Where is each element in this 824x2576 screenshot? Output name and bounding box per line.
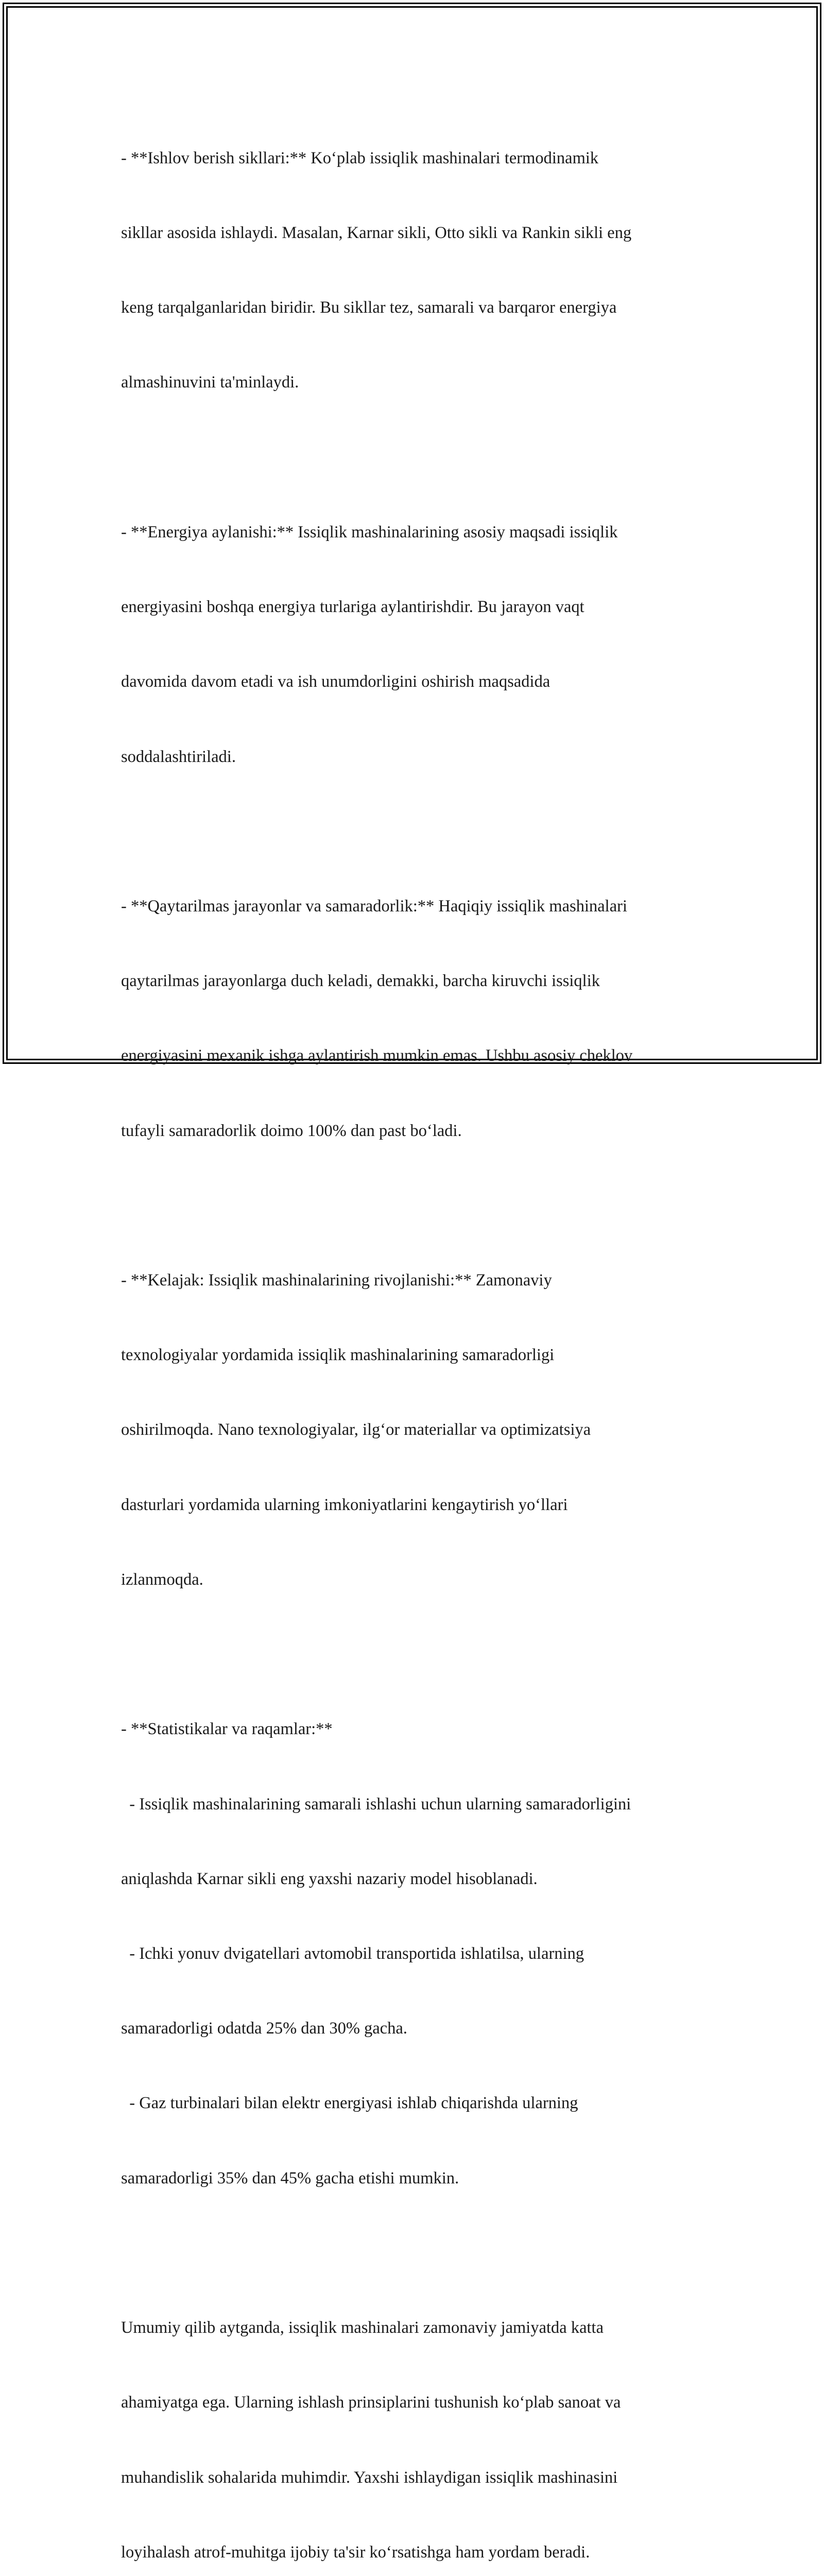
text-line: soddalashtiriladi.: [121, 747, 236, 766]
text-line: dasturlari yordamida ularning imkoniyatlarini kengaytirish yo‘llari: [121, 1495, 568, 1514]
text-line: davomida davom etadi va ish unumdorligini oshirish maqsadida: [121, 672, 551, 691]
text-line: oshirilmoqda. Nano texnologiyalar, ilg‘or materiallar va optimizatsiya: [121, 1420, 591, 1439]
text-line: samaradorligi 35% dan 45% gacha etishi mumkin.: [121, 2168, 459, 2188]
paragraph-cycles: [121, 96, 708, 445]
paragraph-statistics: [121, 1667, 708, 2241]
text-line: - **Kelajak: Issiqlik mashinalarining rivojlanishi:** Zamonaviy: [121, 1271, 552, 1290]
text-line: energiyasini mexanik ishga aylantirish mumkin emas. Ushbu asosiy cheklov: [121, 1046, 633, 1065]
paragraph-energy-conversion: [121, 470, 708, 819]
text-line: izlanmoqda.: [121, 1570, 203, 1589]
text-line: Umumiy qilib aytganda, issiqlik mashinalari zamonaviy jamiyatda katta: [121, 2318, 604, 2337]
text-line: muhandislik sohalarida muhimdir. Yaxshi ishlaydigan issiqlik mashinasini: [121, 2468, 618, 2487]
text-line: aniqlashda Karnar sikli eng yaxshi nazariy model hisoblanadi.: [121, 1869, 538, 1888]
text-line: loyihalash atrof-muhitga ijobiy ta'sir ko‘rsatishga ham yordam beradi.: [121, 2543, 590, 2562]
text-line: - **Statistikalar va raqamlar:**: [121, 1720, 333, 1739]
text-line: keng tarqalganlaridan biridir. Bu sikllar tez, samarali va barqaror energiya: [121, 298, 617, 317]
text-line: - **Ishlov berish sikllari:** Ko‘plab issiqlik mashinalari termodinamik: [121, 148, 599, 167]
text-line: - Issiqlik mashinalarining samarali ishlashi uchun ularning samaradorligini: [121, 1794, 631, 1814]
text-line: samaradorligi odatda 25% dan 30% gacha.: [121, 2019, 407, 2038]
paragraph-future: [121, 1218, 708, 1642]
text-line: - Ichki yonuv dvigatellari avtomobil transportida ishlatilsa, ularning: [121, 1944, 584, 1963]
text-line: sikllar asosida ishlaydi. Masalan, Karnar sikli, Otto sikli va Rankin sikli eng: [121, 224, 632, 243]
text-line: - Gaz turbinalari bilan elektr energiyasi ishlab chiqarishda ularning: [121, 2094, 578, 2113]
paragraph-irreversible-processes: [121, 844, 708, 1193]
text-line: qaytarilmas jarayonlarga duch keladi, demakki, barcha kiruvchi issiqlik: [121, 972, 600, 991]
text-line: - **Energiya aylanishi:** Issiqlik mashinalarining asosiy maqsadi issiqlik: [121, 522, 618, 541]
text-line: tufayli samaradorlik doimo 100% dan past bo‘ladi.: [121, 1121, 462, 1140]
paragraph-conclusion: [121, 2265, 708, 2576]
text-line: ahamiyatga ega. Ularning ishlash prinsiplarini tushunish ko‘plab sanoat va: [121, 2393, 621, 2412]
document-body: [121, 96, 708, 2576]
text-line: texnologiyalar yordamida issiqlik mashinalarining samaradorligi: [121, 1346, 555, 1365]
text-line: almashinuvini ta'minlaydi.: [121, 373, 299, 392]
text-line: energiyasini boshqa energiya turlariga aylantirishdir. Bu jarayon vaqt: [121, 598, 585, 617]
text-line: - **Qaytarilmas jarayonlar va samaradorlik:** Haqiqiy issiqlik mashinalari: [121, 896, 627, 916]
